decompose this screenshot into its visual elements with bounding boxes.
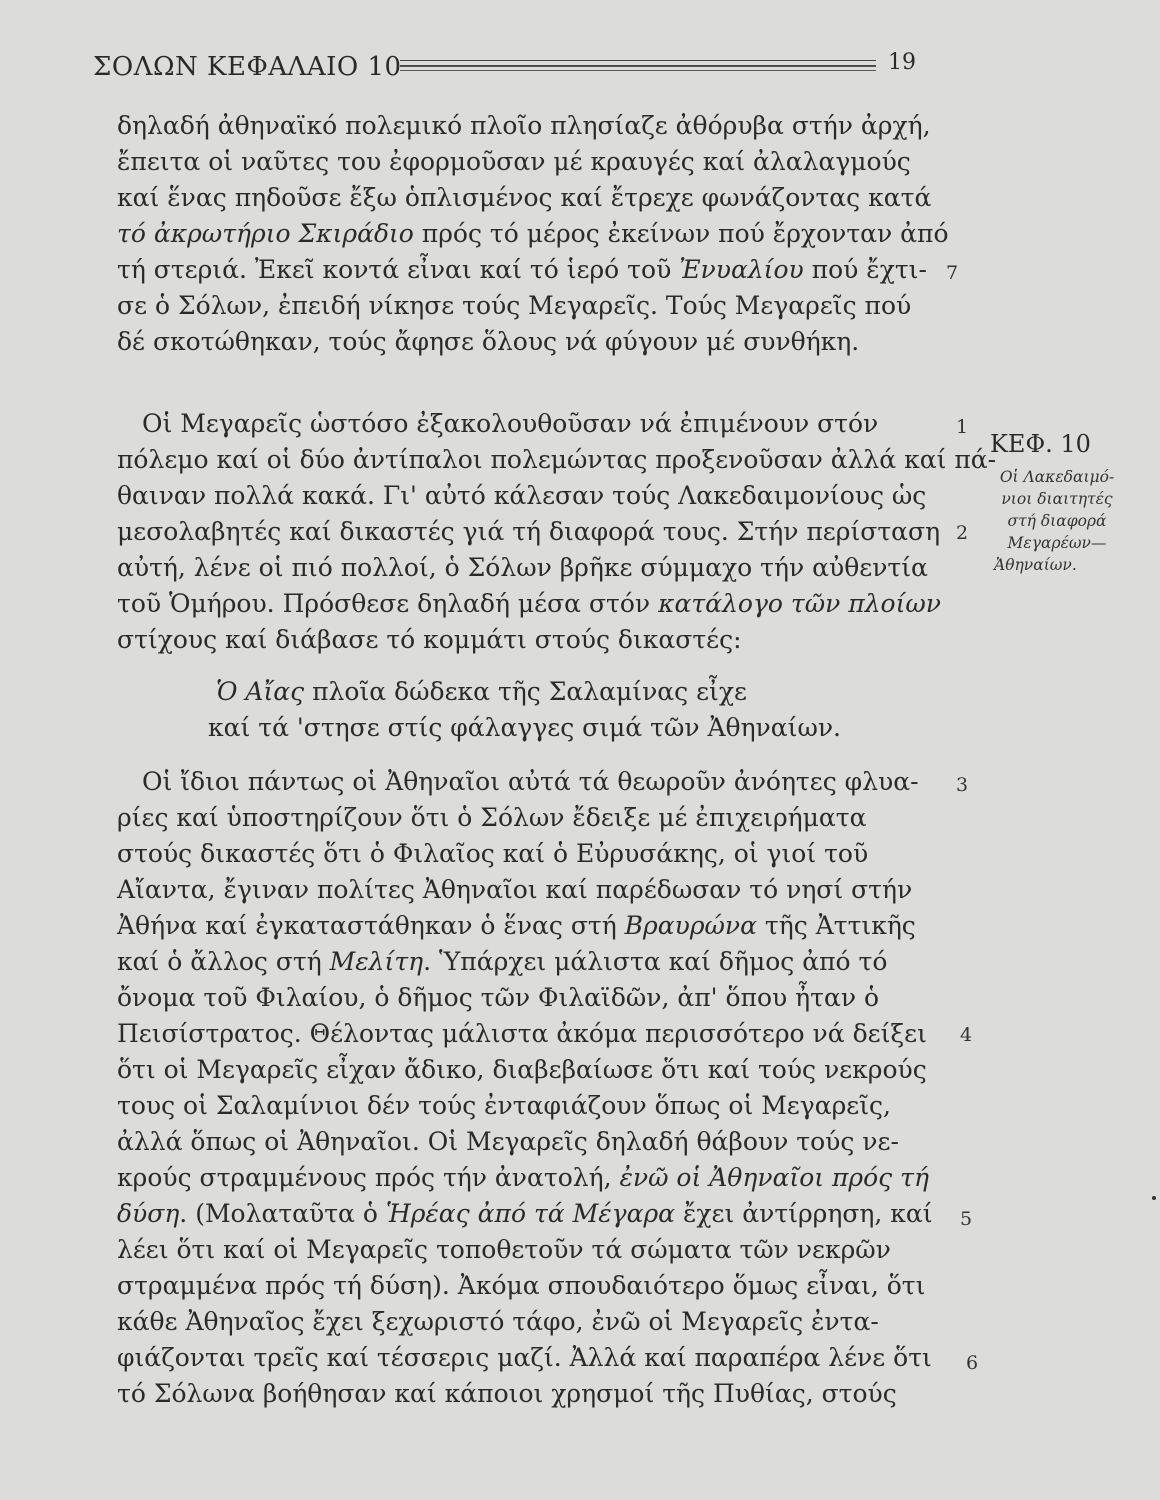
text-line: ἔπειτα οἱ ναῦτες του ἐφορμοῦσαν μέ κραυγές καί ἀλαλαγμούς (117, 147, 911, 176)
text-line: καί ἕνας πηδοῦσε ἔξω ὁπλισμένος καί ἔτρεχε φωνάζοντας κατά (117, 183, 932, 212)
margin-note-line: νιοι διαιτητές (1001, 490, 1113, 508)
text-line: ὅτι οἱ Μεγαρεῖς εἶχαν ἄδικο, διαβεβαίωσε ὅτι καί τούς νεκρούς (117, 1055, 927, 1084)
text-line: δηλαδή ἀθηναϊκό πολεμικό πλοῖο πλησίαζε ἀθόρυβα στήν ἀρχή, (117, 111, 931, 140)
text-line: Ἀθήνα καί ἐγκαταστάθηκαν ὁ ἕνας στή Βραυρώνα τῆς Ἀττικῆς (117, 911, 916, 940)
verse-line: καί τά 'στησε στίς φάλαγγες σιμά τῶν Ἀθηναίων. (208, 713, 841, 742)
margin-note-line: Ἀθηναίων. (994, 556, 1077, 574)
text-line: σε ὁ Σόλων, ἐπειδή νίκησε τούς Μεγαρεῖς. Τούς Μεγαρεῖς πού (117, 291, 912, 320)
text-line: ὄνομα τοῦ Φιλαίου, ὁ δῆμος τῶν Φιλαϊδῶν, ἀπ' ὅπου ἦταν ὁ (117, 983, 880, 1012)
section-number: 4 (960, 1024, 973, 1046)
header-rule (400, 60, 876, 66)
text-line: Πεισίστρατος. Θέλοντας μάλιστα ἀκόμα περισσότερο νά δείξει (117, 1019, 927, 1048)
section-number: 5 (960, 1208, 973, 1230)
margin-note-line: Οἱ Λακεδαιμό- (999, 468, 1115, 486)
text-line: αὐτή, λένε οἱ πιό πολλοί, ὁ Σόλων βρῆκε σύμμαχο τήν αὐθεντία (117, 553, 928, 582)
section-number: 7 (946, 262, 959, 284)
text-line: τους οἱ Σαλαμίνιοι δέν τούς ἐνταφιάζουν ὅπως οἱ Μεγαρεῖς, (117, 1091, 891, 1120)
margin-note-line: στή διαφορά (1007, 512, 1107, 530)
verse-line: Ὁ Αἴας πλοῖα δώδεκα τῆς Σαλαμίνας εἶχε (216, 677, 747, 706)
running-header (0, 0, 1160, 90)
text-line: Αἴαντα, ἔγιναν πολίτες Ἀθηναῖοι καί παρέδωσαν τό νησί στήν (117, 875, 913, 904)
text-line: στραμμένα πρός τή δύση). Ἀκόμα σπουδαιότερο ὅμως εἶναι, ὅτι (117, 1271, 926, 1300)
text-line: κρούς στραμμένους πρός τήν ἀνατολή, ἐνῶ οἱ Ἀθηναῖοι πρός τή (117, 1163, 929, 1192)
section-number: 1 (956, 416, 969, 438)
text-line: λέει ὅτι καί οἱ Μεγαρεῖς τοποθετοῦν τά σώματα τῶν νεκρῶν (117, 1235, 891, 1264)
ink-speck (1152, 1196, 1156, 1200)
text-line: τό Σόλωνα βοήθησαν καί κάποιοι χρησμοί τῆς Πυθίας, στούς (117, 1379, 897, 1408)
margin-note-line: Μεγαρέων— (1007, 534, 1107, 552)
text-line: στούς δικαστές ὅτι ὁ Φιλαῖος καί ὁ Εὐρυσάκης, οἱ γιοί τοῦ (117, 839, 869, 868)
text-line: κάθε Ἀθηναῖος ἔχει ξεχωριστό τάφο, ἐνῶ οἱ Μεγαρεῖς ἐντα- (117, 1307, 879, 1336)
text-line: μεσολαβητές καί δικαστές γιά τή διαφορά τους. Στήν περίσταση (117, 517, 941, 546)
text-line: ἀλλά ὅπως οἱ Ἀθηναῖοι. Οἱ Μεγαρεῖς δηλαδή θάβουν τούς νε- (117, 1127, 899, 1156)
text-line: θαιναν πολλά κακά. Γι' αὐτό κάλεσαν τούς Λακεδαιμονίους ὡς (117, 481, 927, 510)
text-line: καί ὁ ἄλλος στή Μελίτη. Ὑπάρχει μάλιστα καί δῆμος ἀπό τό (117, 947, 888, 976)
text-line: Οἱ Μεγαρεῖς ὡστόσο ἐξακολουθοῦσαν νά ἐπιμένουν στόν (142, 409, 879, 438)
text-line: πόλεμο καί οἱ δύο ἀντίπαλοι πολεμώντας προξενοῦσαν ἀλλά καί πά- (117, 445, 997, 474)
text-line: Οἱ ἴδιοι πάντως οἱ Ἀθηναῖοι αὐτά τά θεωροῦν ἀνόητες φλυα- (142, 767, 919, 796)
page-number: 19 (888, 50, 916, 75)
chapter-margin-heading: ΚΕΦ. 10 (990, 430, 1091, 458)
running-title: ΣΟΛΩΝ ΚΕΦΑΛΑΙΟ 10 (93, 52, 402, 82)
section-number: 2 (956, 522, 969, 544)
text-line: φιάζονται τρεῖς καί τέσσερις μαζί. Ἀλλά καί παραπέρα λένε ὅτι (117, 1343, 932, 1372)
text-line: τό ἀκρωτήριο Σκιράδιο πρός τό μέρος ἐκείνων πού ἔρχονταν ἀπό (117, 219, 949, 248)
text-line: τοῦ Ὁμήρου. Πρόσθεσε δηλαδή μέσα στόν κατάλογο τῶν πλοίων (117, 589, 941, 618)
section-number: 6 (966, 1352, 979, 1374)
text-line: ρίες καί ὑποστηρίζουν ὅτι ὁ Σόλων ἔδειξε μέ ἐπιχειρήματα (117, 803, 867, 832)
text-line: τή στεριά. Ἐκεῖ κοντά εἶναι καί τό ἱερό τοῦ Ἐνυαλίου πού ἔχτι- (117, 255, 927, 284)
text-line: δέ σκοτώθηκαν, τούς ἄφησε ὅλους νά φύγουν μέ συνθήκη. (117, 327, 860, 356)
section-number: 3 (956, 774, 969, 796)
text-line: δύση. (Μολαταῦτα ὁ Ἡρέας ἀπό τά Μέγαρα ἔχει ἀντίρρηση, καί (117, 1199, 933, 1228)
text-line: στίχους καί διάβασε τό κομμάτι στούς δικαστές: (117, 625, 742, 654)
